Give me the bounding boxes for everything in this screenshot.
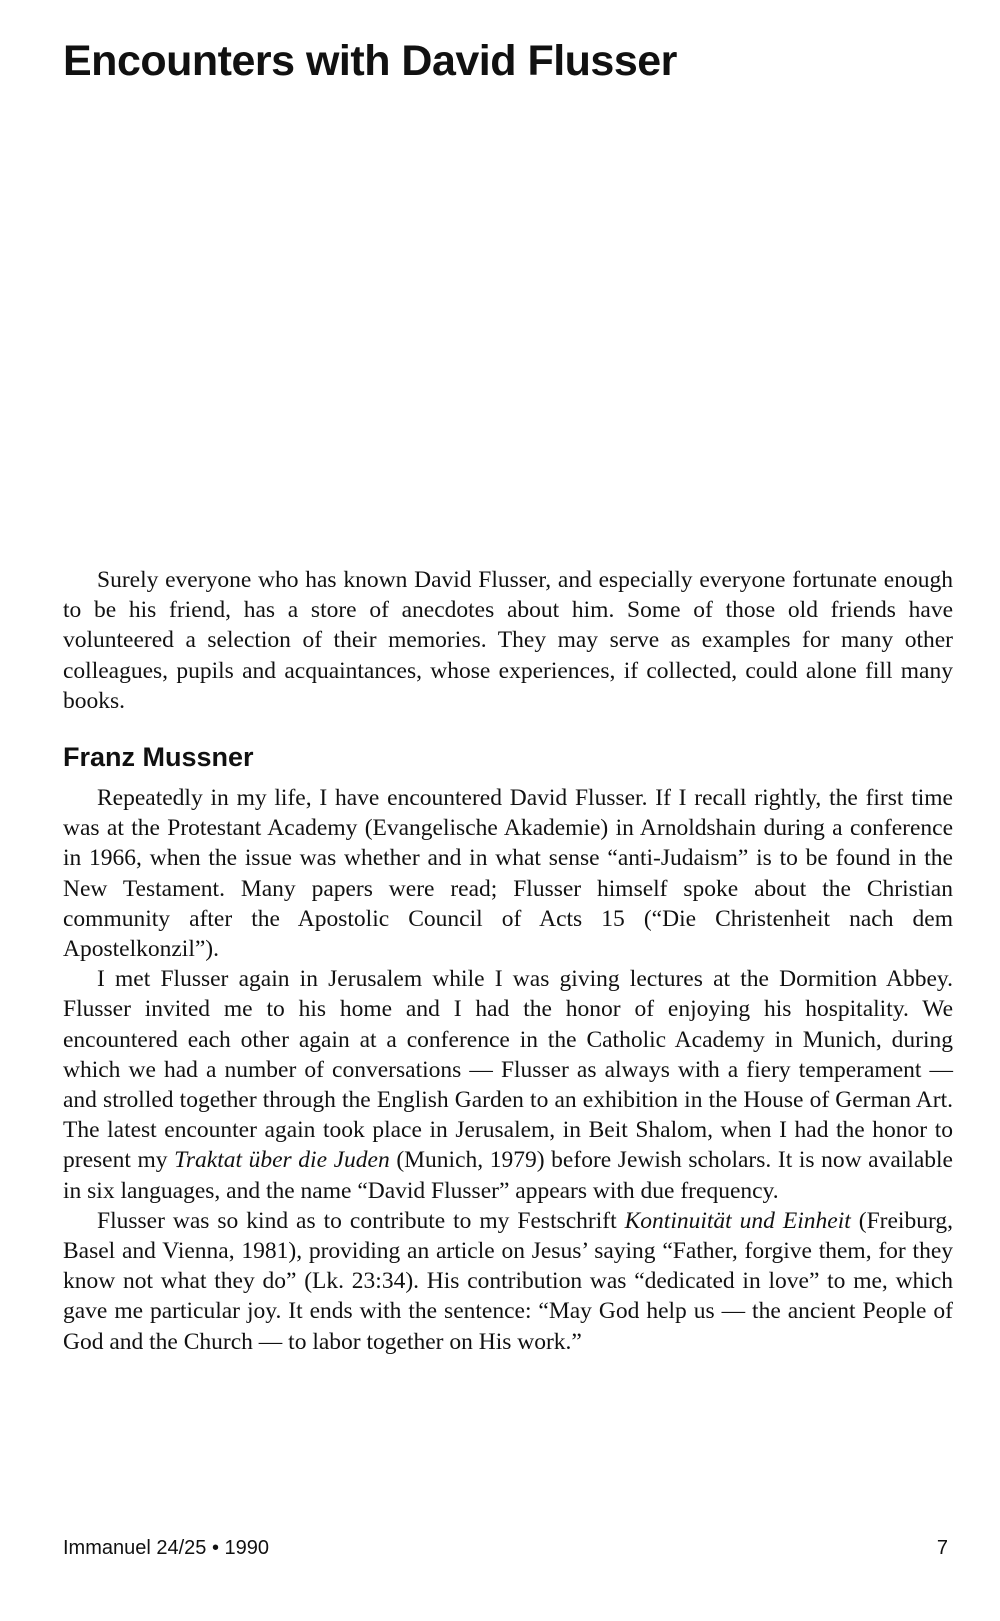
article-title: Encounters with David Flusser [63,37,677,85]
paragraph-text: (Munich, 1979) before Jewish scholars. It is now available in six languages, and the name “David Flusser” appears with due frequency. [63,1147,953,1204]
book-title-traktat: Traktat über die Juden [174,1147,390,1174]
section-body [63,783,953,1357]
book-title-kontinuitat: Kontinuität und Einheit [624,1207,851,1234]
section-paragraph-3 [63,1206,953,1357]
section-paragraph-2 [63,964,953,1206]
paragraph-text: (Freiburg, Basel and Vienna, 1981), providing an article on Jesus’ saying “Father, forgive them, for they know not what they do” (Lk. 23:34). His contribution was “dedicated in love” to me, which gave me particular joy. It ends with the sentence: “May God help us — the ancient People of God and the Church — to labor together on His work.” [63,1207,953,1355]
intro-paragraph: Surely everyone who has known David Flusser, and especially everyone fortunate enough to be his friend, has a store of anecdotes about him. Some of those old friends have volunteered a selection of their memories. They may serve as examples for many other colleagues, pupils and acquaintances, whose experiences, if collected, could alone fill many books. [63,567,953,714]
page-number: 7 [936,1537,948,1559]
section-heading: Franz Mussner [63,742,254,772]
journal-footer: Immanuel 24/25 • 1990 [63,1537,270,1559]
intro-block [63,565,953,716]
section-paragraph-1: Repeatedly in my life, I have encountered David Flusser. If I recall rightly, the first time was at the Protestant Academy (Evangelische Akademie) in Arnoldshain during a conference in 1966, when the issue was whether and in what sense “anti-Judaism” is to be found in the New Testament. Many papers were read; Flusser himself spoke about the Christian community after the Apostolic Council of Acts 15 (“Die Christenheit nach dem Apostelkonzil”). [63,785,953,963]
paragraph-text: Flusser was so kind as to contribute to my Festschrift [97,1207,625,1234]
paragraph-text: I met Flusser again in Jerusalem while I was giving lectures at the Dormition Abbey. Flusser invited me to his home and I had the honor of enjoying his hospitality. We encountered each other again at a conference in the Catholic Academy in Munich, during which we had a number of conversations — Flusser as always with a fiery temperament — and strolled together through the English Garden to an exhibition in the House of German Art. The latest encounter again took place in Jerusalem, in Beit Shalom, when I had the honor to present my [63,966,953,1174]
